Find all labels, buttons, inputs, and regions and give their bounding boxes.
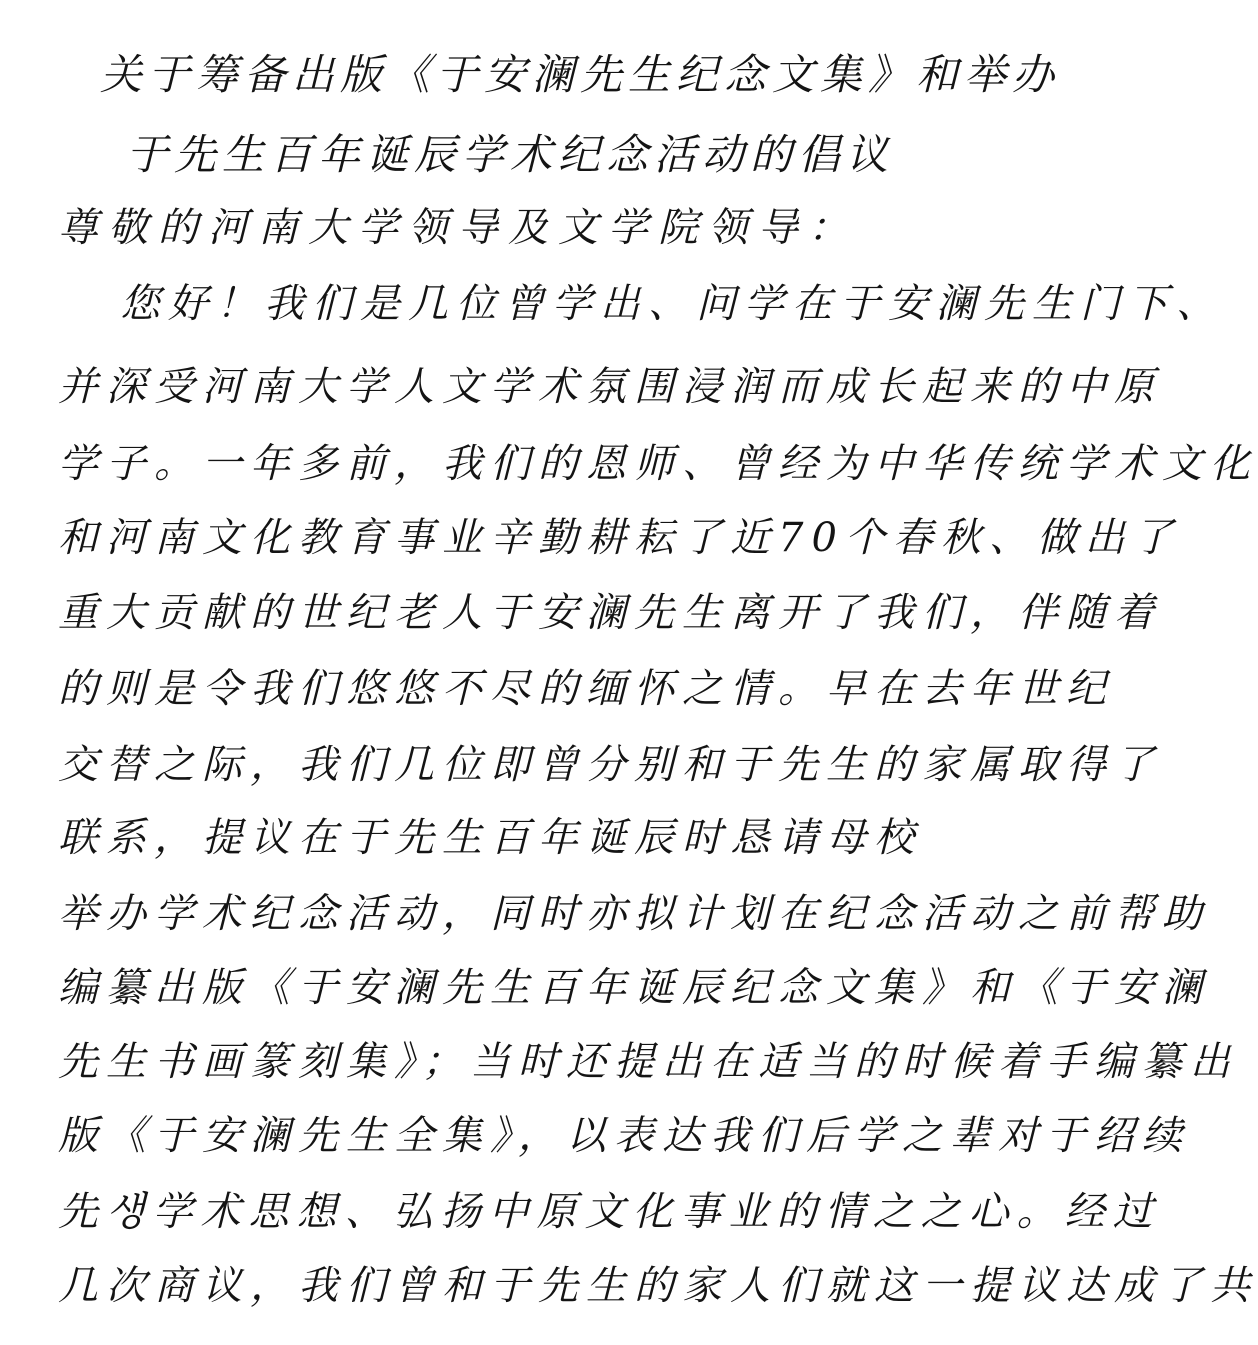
- letter-title-line-2: 于先生百年诞辰学术纪念活动的倡议: [125, 130, 894, 179]
- letter-body-line: 版《于安澜先生全集》，以表达我们后学之辈对于绍续: [58, 1113, 1190, 1159]
- letter-title-line-1: 关于筹备出版《于安澜先生纪念文集》和举办: [99, 50, 1060, 99]
- letter-body-line: 先生书画篆刻集》；当时还提出在适当的时候着手编纂出: [58, 1039, 1238, 1085]
- letter-body-line: 几次商议，我们曾和于先生的家人们就这一提议达成了共: [58, 1263, 1258, 1309]
- letter-body-line: 学子。一年多前，我们的恩师、曾经为中华传统学术文化: [58, 441, 1258, 487]
- letter-body-line: 举办学术纪念活动，同时亦拟计划在纪念活动之前帮助: [58, 891, 1210, 937]
- letter-body-line: 和河南文化教育事业辛勤耕耘了近70个春秋、做出了: [58, 515, 1181, 561]
- letter-body-line: 您好！我们是几位曾学出、问学在于安澜先生门下、: [120, 281, 1224, 327]
- letter-body-line: 编纂出版《于安澜先生百年诞辰纪念文集》和《于安澜: [58, 965, 1210, 1011]
- letter-salutation: 尊敬的河南大学领导及文学院领导：: [58, 205, 858, 251]
- letter-body-line: 并深受河南大学人文学术氛围浸润而成长起来的中原: [58, 364, 1162, 410]
- letter-body-line: 重大贡献的世纪老人于安澜先生离开了我们，伴随着: [58, 590, 1162, 636]
- letter-body-line: 交替之际，我们几位即曾分别和于先生的家属取得了: [58, 742, 1162, 788]
- letter-body-line: 先생学术思想、弘扬中原文化事业的情之之心。经过: [58, 1189, 1161, 1235]
- letter-body-line: 联系，提议在于先生百年诞辰时恳请母校: [58, 815, 922, 861]
- letter-body-line: 的则是令我们悠悠不尽的缅怀之情。早在去年世纪: [58, 666, 1114, 712]
